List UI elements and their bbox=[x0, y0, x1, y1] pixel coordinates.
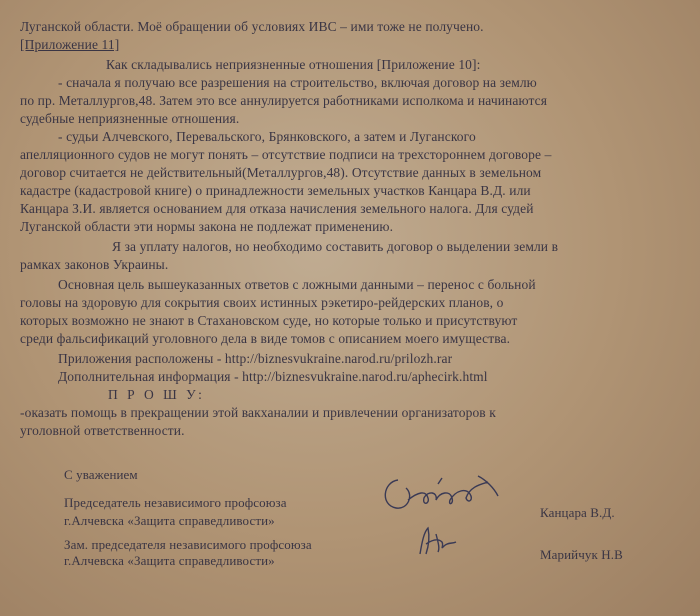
text-line-14: рамках законов Украины. bbox=[20, 257, 169, 272]
chairman-organization: г.Алчевска «Защита справедливости» bbox=[64, 513, 275, 528]
text-line-10: кадастре (кадастровой книге) о принадлежности земельных участков Канцара В.Д. или bbox=[20, 183, 531, 198]
text-line-7: - судьи Алчевского, Перевальского, Брянковского, а затем и Луганского bbox=[58, 129, 476, 144]
text-line-11: Канцара З.И. является основанием для отказа начисления земельного налога. Для судей bbox=[20, 201, 534, 216]
appendix-link-line: Приложения расположены - http://biznesvukraine.narod.ru/prilozh.rar bbox=[58, 351, 453, 366]
text-line-15: Основная цель вышеуказанных ответов с ложными данными – перенос с больной bbox=[58, 277, 536, 292]
text-line-17: которых возможно не знают в Стахановском суде, но которые только и присутствуют bbox=[20, 313, 518, 328]
deputy-name: Марийчук Н.В bbox=[540, 547, 623, 562]
appendix-reference: [Приложение 11] bbox=[20, 37, 120, 52]
text-line-6: судебные неприязненные отношения. bbox=[20, 111, 240, 126]
deputy-title: Зам. председателя независимого профсоюза bbox=[64, 537, 312, 552]
text-line-5: по пр. Металлургов,48. Затем это все аннулируется работниками исполкома и начинаются bbox=[20, 93, 548, 108]
closing-phrase: С уважением bbox=[64, 467, 138, 482]
request-heading: П Р О Ш У: bbox=[108, 387, 205, 402]
deputy-organization: г.Алчевска «Защита справедливости» bbox=[64, 553, 275, 568]
text-line-12: Луганской области эти нормы закона не подлежат применению. bbox=[20, 219, 394, 234]
chairman-title: Председатель независимого профсоюза bbox=[64, 495, 287, 510]
request-text-2: уголовной ответственности. bbox=[20, 423, 185, 438]
section-heading: Как складывались неприязненные отношения [Приложение 10]: bbox=[106, 57, 481, 72]
text-line-4: - сначала я получаю все разрешения на строительство, включая договор на землю bbox=[58, 75, 537, 90]
text-line-8: апелляционного судов не могут понять – отсутствие подписи на трехстороннем договоре – bbox=[20, 147, 552, 162]
text-line-1: Луганской области. Моё обращении об условиях ИВС – ими тоже не получено. bbox=[20, 19, 484, 34]
request-text-1: -оказать помощь в прекращении этой вакханалии и привлечении организаторов к bbox=[20, 405, 496, 420]
chairman-name: Канцара В.Д. bbox=[540, 505, 615, 520]
text-line-16: головы на здоровую для сокрытия своих истинных рэкетиро-рейдерских планов, о bbox=[20, 295, 504, 310]
deputy-signature bbox=[410, 522, 470, 562]
text-line-18: среди фальсификаций уголовного дела в виде томов с описанием моего имущества. bbox=[20, 331, 511, 346]
text-line-13: Я за уплату налогов, но необходимо составить договор о выделении земли в bbox=[112, 239, 559, 254]
info-link-line: Дополнительная информация - http://biznesvukraine.narod.ru/aphecirk.html bbox=[58, 369, 488, 384]
text-line-9: договор считается не действительный(Металлургов,48). Отсутствие данных в земельном bbox=[20, 165, 542, 180]
chairman-signature bbox=[378, 470, 518, 520]
